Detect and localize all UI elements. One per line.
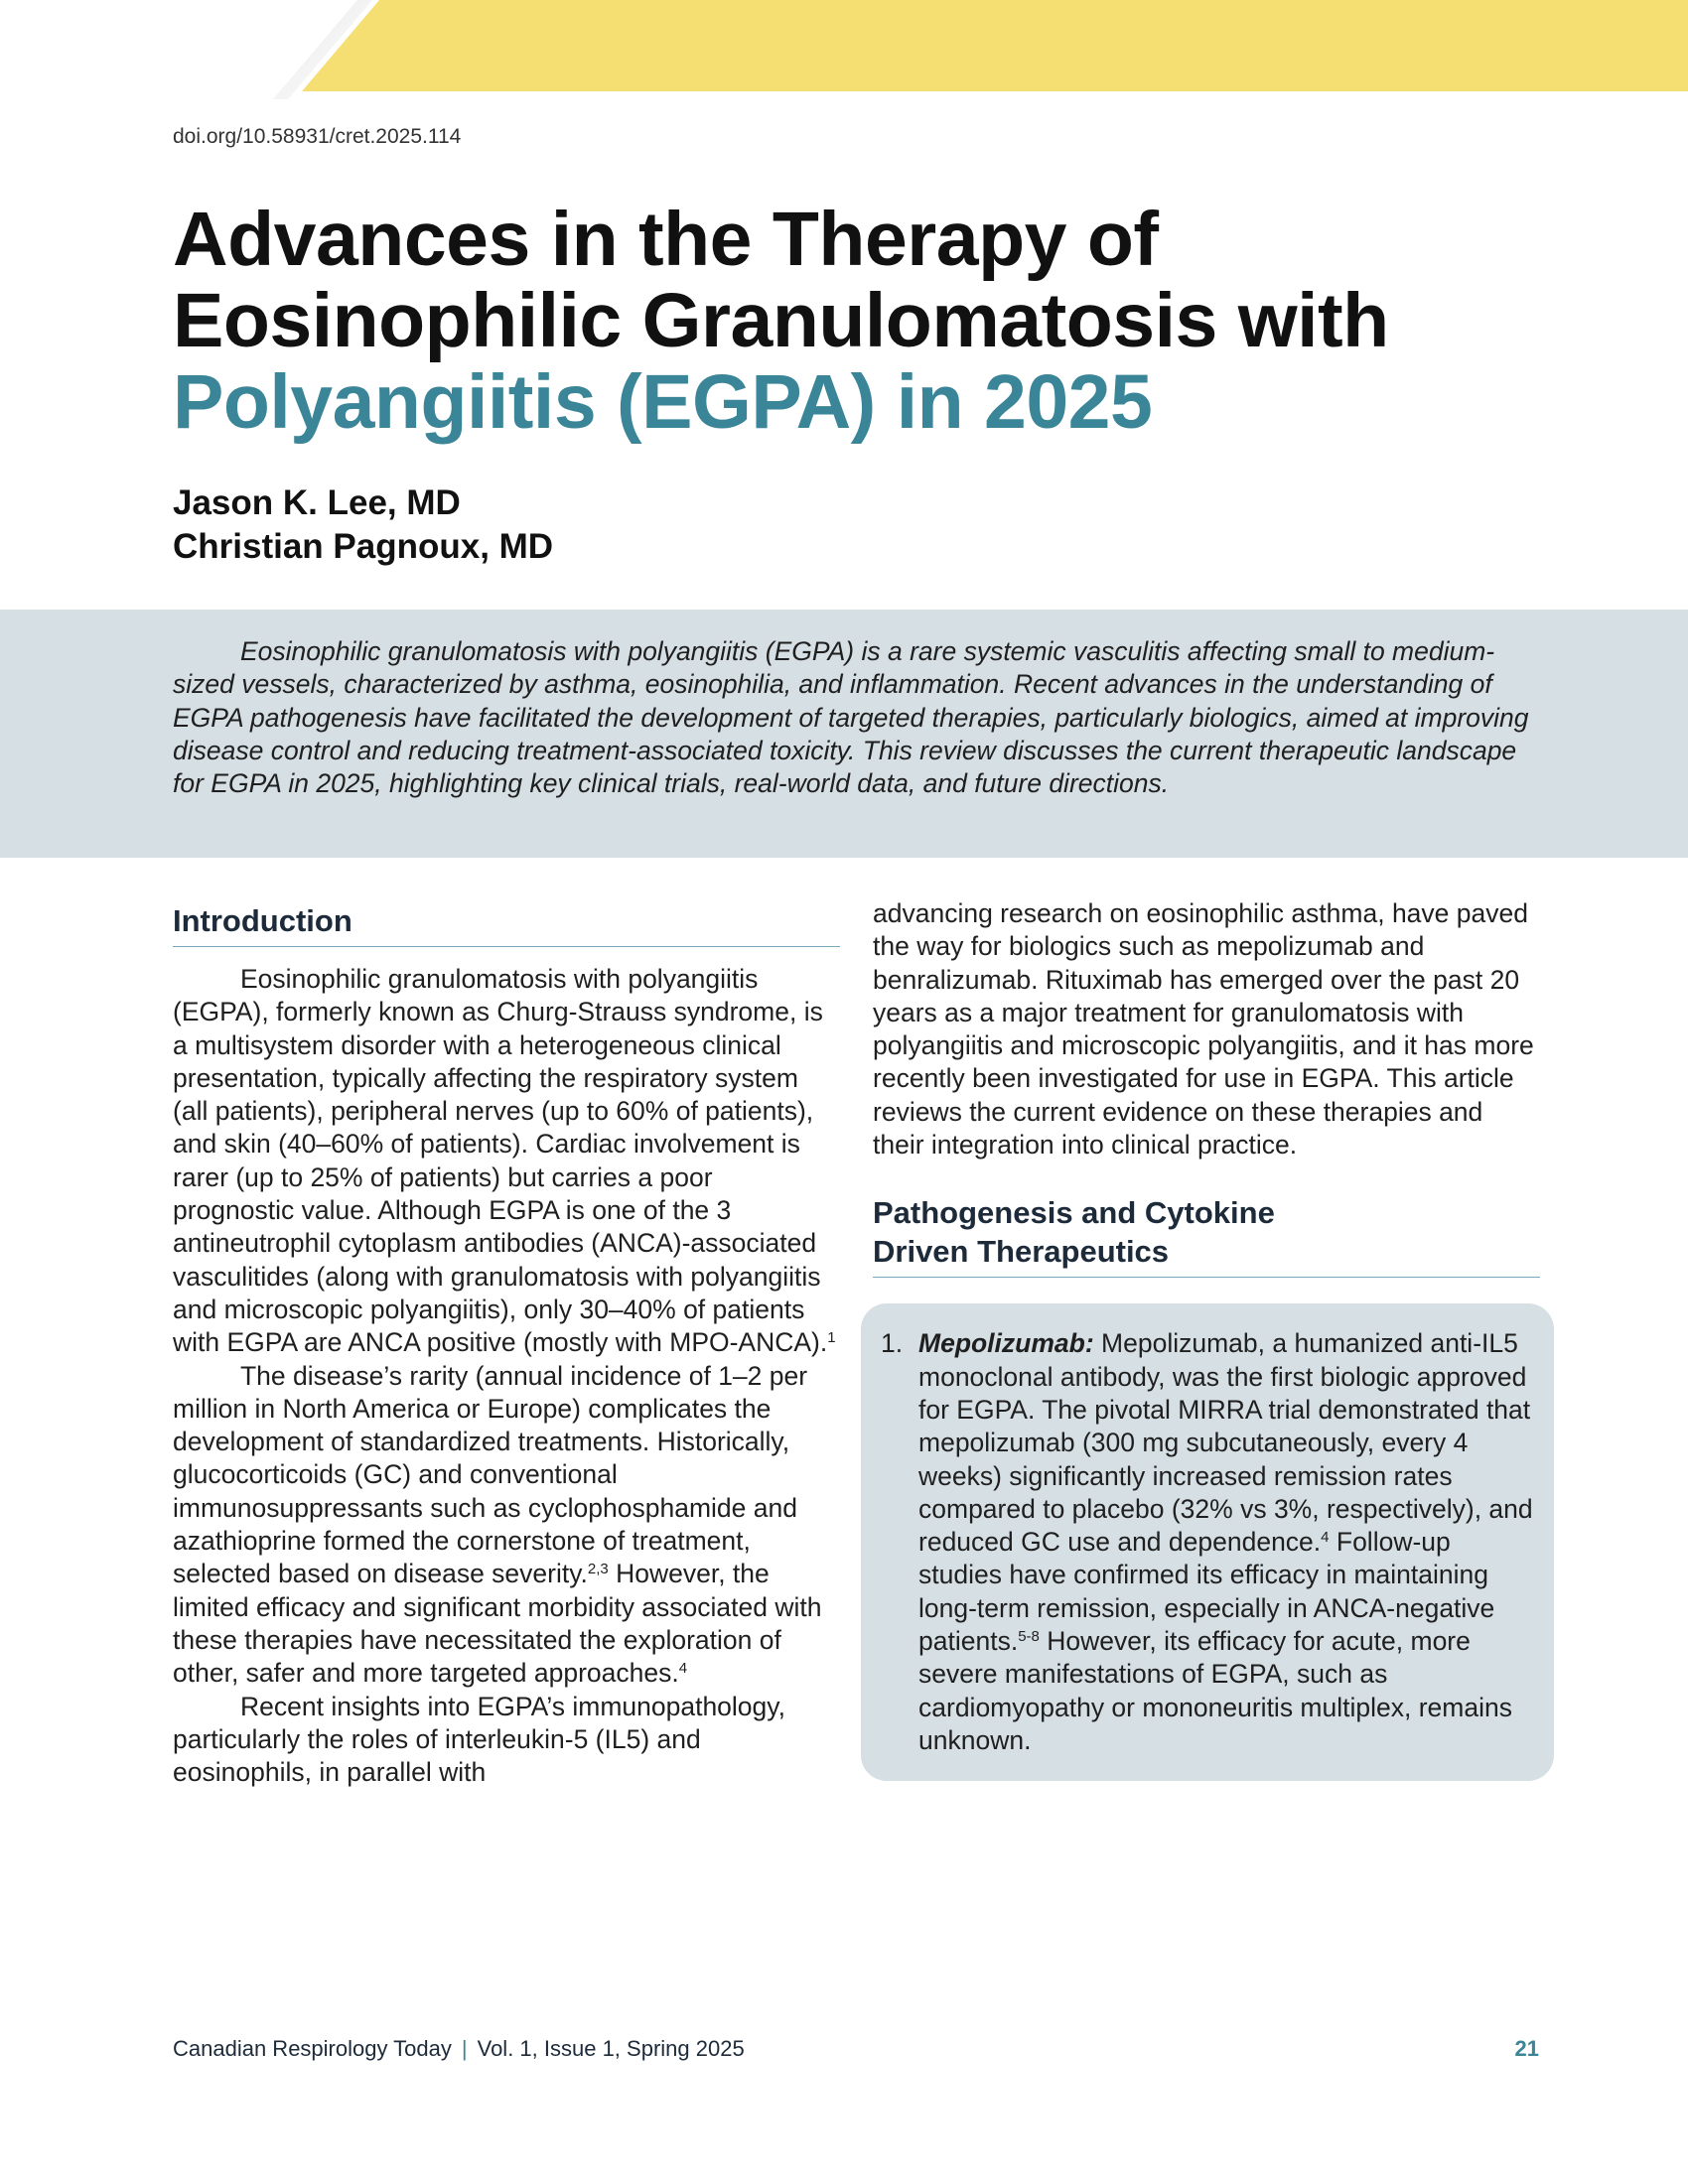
abstract: Eosinophilic granulomatosis with polyangiitis (EGPA) is a rare systemic vasculitis affecting small to medium-sized vessels, characterized by asthma, eosinophilia, and inflammation. Recent advances in the understanding of EGPA pathogenesis have facilitated the development of targeted therapies, particularly biologics, aimed at improving disease control and reducing treatment-associated toxicity. This review discusses the current therapeutic landscape for EGPA in 2025, highlighting key clinical trials, real-world data, and future directions. bbox=[173, 636, 1529, 799]
intro-paragraph-3-continued: advancing research on eosinophilic asthma, have paved the way for biologics such as mepolizumab and benralizumab. Rituximab has emerged over the past 20 years as a major treatment for granulomatosis with polyangiitis and microscopic polyangiitis, and it has more recently been investigated for use in EGPA. This article reviews the current evidence on these therapies and their integration into clinical practice. bbox=[873, 898, 1534, 1160]
list-item-number: 1. bbox=[881, 1328, 904, 1359]
title-line-3: Polyangiitis (EGPA) in 2025 bbox=[173, 359, 1153, 445]
paragraph-text: However, its efficacy for acute, more severe manifestations of EGPA, such as cardiomyopathy or mononeuritis multiplex, remains unknown. bbox=[918, 1626, 1512, 1755]
title-line-1: Advances in the Therapy of bbox=[173, 197, 1159, 282]
intro-paragraph-1 bbox=[173, 963, 840, 1360]
journal-name: Canadian Respirology Today bbox=[173, 2036, 452, 2061]
doi-link[interactable]: doi.org/10.58931/cret.2025.114 bbox=[173, 125, 462, 148]
right-column bbox=[873, 897, 1540, 1781]
heading-line: Driven Therapeutics bbox=[873, 1234, 1170, 1270]
issue-info: Vol. 1, Issue 1, Spring 2025 bbox=[477, 2036, 745, 2061]
author-name: Jason K. Lee, MD bbox=[173, 483, 461, 522]
reference-marker: 1 bbox=[827, 1329, 836, 1347]
paragraph-text: However, the limited efficacy and significant morbidity associated with these therapies have necessitated the exploration of other, safer and more targeted approaches. bbox=[173, 1559, 822, 1689]
reference-marker: 4 bbox=[1321, 1529, 1330, 1547]
footer-separator: | bbox=[461, 2036, 468, 2061]
intro-paragraph-3: Recent insights into EGPA’s immunopathology, particularly the roles of interleukin-5 (IL5) and eosinophils, in parallel with bbox=[173, 1691, 785, 1788]
reference-marker: 5-8 bbox=[1018, 1628, 1040, 1646]
heading-line: Pathogenesis and Cytokine bbox=[873, 1195, 1275, 1231]
author-list bbox=[173, 481, 553, 569]
section-heading-pathogenesis bbox=[873, 1193, 1540, 1278]
paragraph-text: Follow-up studies have confirmed its efficacy in maintaining long-term remission, especially in ANCA-negative patients. bbox=[918, 1527, 1495, 1657]
list-item bbox=[881, 1327, 1534, 1757]
paragraph-text: Mepolizumab, a humanized anti-IL5 monoclonal antibody, was the first biologic approved for EGPA. The pivotal MIRRA trial demonstrated that mepolizumab (300 mg subcutaneously, every 4 weeks) significantly increased remission rates compared to placebo (32% vs 3%, respectively), and reduced GC use and dependence. bbox=[918, 1328, 1533, 1558]
list-item-term: Mepolizumab: bbox=[918, 1328, 1094, 1359]
page-number: 21 bbox=[1514, 2036, 1539, 2061]
footer bbox=[173, 2036, 745, 2062]
author-name: Christian Pagnoux, MD bbox=[173, 527, 554, 566]
paragraph-text: The disease’s rarity (annual incidence of 1–2 per million in North America or Europe) complicates the development of standardized treatments. Historically, glucocorticoids (GC) and conventional immunosuppressants such as cyclophosphamide and azathioprine formed the cornerstone of treatment, selected based on disease severity. bbox=[173, 1360, 808, 1589]
reference-marker: 4 bbox=[678, 1660, 688, 1678]
reference-marker: 2,3 bbox=[587, 1561, 609, 1578]
therapy-callout-box bbox=[861, 1303, 1554, 1781]
left-column bbox=[173, 901, 840, 1789]
paragraph-text: Eosinophilic granulomatosis with polyangiitis (EGPA), formerly known as Churg-Strauss syndrome, is a multisystem disorder with a heterogeneous clinical presentation, typically affecting the respiratory system (all patients), peripheral nerves (up to 60% of patients), and skin (40–60% of patients). Cardiac involvement is rarer (up to 25% of patients) but carries a poor prognostic value. Although EGPA is one of the 3 antineutrophil cytoplasm antibodies (ANCA)-associated vasculitides (along with granulomatosis with polyangiitis and microscopic polyangiitis), only 30–40% of patients with EGPA are ANCA positive (mostly with MPO-ANCA). bbox=[173, 964, 828, 1358]
article-title bbox=[173, 199, 1563, 443]
intro-paragraph-2 bbox=[173, 1360, 840, 1691]
title-line-2: Eosinophilic Granulomatosis with bbox=[173, 278, 1389, 363]
header-banner bbox=[0, 0, 1688, 99]
list-item-body bbox=[918, 1327, 1534, 1757]
section-heading-introduction: Introduction bbox=[173, 901, 840, 947]
